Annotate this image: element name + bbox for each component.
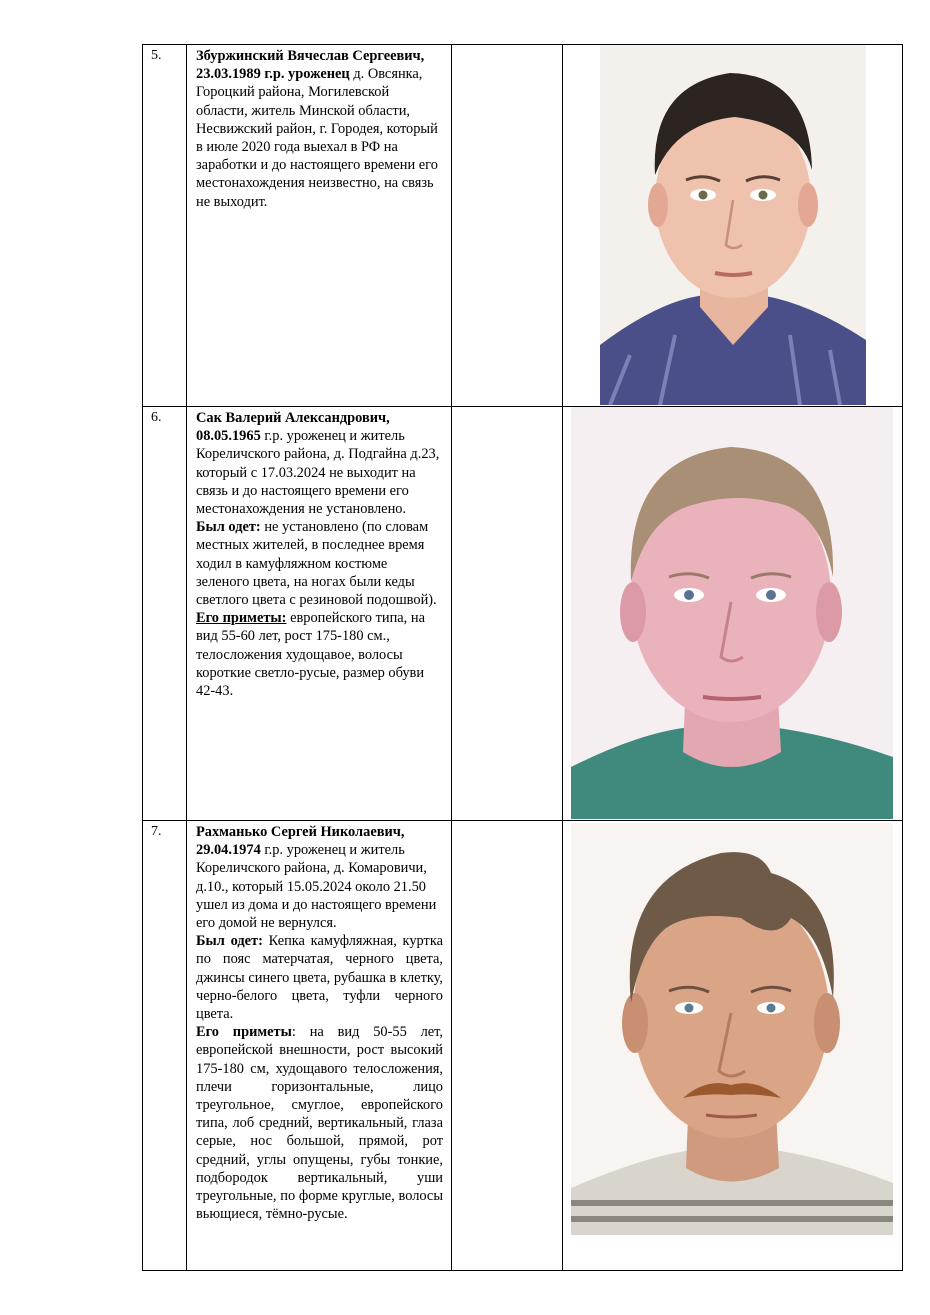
person-photo xyxy=(571,407,893,819)
signs-text: европейского типа, на вид 55-60 лет, рост 175-180 см., телосложения худощавое, волосы короткие светло-русые, размер обуви 42-43. xyxy=(196,610,425,700)
person-description xyxy=(187,45,452,407)
empty-cell xyxy=(452,821,563,1271)
table-row xyxy=(143,407,903,821)
clothes-label: Был одет: xyxy=(196,933,263,950)
clothes-text: не установлено (по словам местных жителей, в последнее время ходил в камуфляжном костюме зеленого цвета, на ногах были кеды светлого цвета с резиновой подошвой). xyxy=(196,519,437,609)
person-description xyxy=(187,407,452,821)
table-row xyxy=(143,45,903,407)
photo-cell xyxy=(563,821,903,1271)
photo-cell xyxy=(563,45,903,407)
row-number: 5. xyxy=(143,45,187,407)
row-number: 6. xyxy=(143,407,187,821)
person-details: г.р. уроженец и житель Кореличского района, д. Подгайна д.23, который с 17.03.2024 не выходит на связь и до настоящего времени его местонахождения не установлено. xyxy=(196,428,440,518)
person-details: д. Овсянка, Гороцкий района, Могилевской области, житель Минской области, Несвижский район, г. Городея, который в июле 2020 года выехал в РФ на заработки и до настоящего времени его местонахождения неизвестно, на связь не выходит. xyxy=(196,66,438,210)
clothes-text: Кепка камуфляжная, куртка по пояс матерчатая, черного цвета, джинсы синего цвета, рубашка в клетку, черно-белого цвета, туфли черного цвета. xyxy=(196,933,443,1023)
person-name: Збуржинский Вячеслав Сергеевич, 23.03.1989 г.р. уроженец xyxy=(196,48,425,83)
table-row xyxy=(143,821,903,1271)
clothes-label: Был одет: xyxy=(196,519,261,536)
photo-cell xyxy=(563,407,903,821)
person-name: Рахманько Сергей Николаевич, 29.04.1974 xyxy=(196,824,405,859)
empty-cell xyxy=(452,407,563,821)
signs-text: : на вид 50-55 лет, европейской внешности, рост высокий 175-180 см, худощавого телосложения, плечи горизонтальные, лицо треугольное, смуглое, европейского типа, лоб средний, вертикальный, глаза серые, нос большой, прямой, рот средний, углы опущены, губы тонкие, подбородок вертикальный, уши треугольные, по форме круглые, волосы вьющиеся, тёмно-русые. xyxy=(196,1024,443,1223)
person-photo xyxy=(571,823,893,1235)
signs-label: Его приметы xyxy=(196,1024,292,1041)
person-details: г.р. уроженец и житель Кореличского района, д. Комаровичи, д.10., который 15.05.2024 около 21.50 ушел из дома и до настоящего времени его домой не вернулся. xyxy=(196,842,437,932)
person-photo xyxy=(600,45,866,405)
person-name: Сак Валерий Александрович, 08.05.1965 xyxy=(196,410,390,445)
person-description xyxy=(187,821,452,1271)
signs-label: Его приметы: xyxy=(196,610,287,627)
empty-cell xyxy=(452,45,563,407)
row-number: 7. xyxy=(143,821,187,1271)
records-table xyxy=(142,44,903,1271)
